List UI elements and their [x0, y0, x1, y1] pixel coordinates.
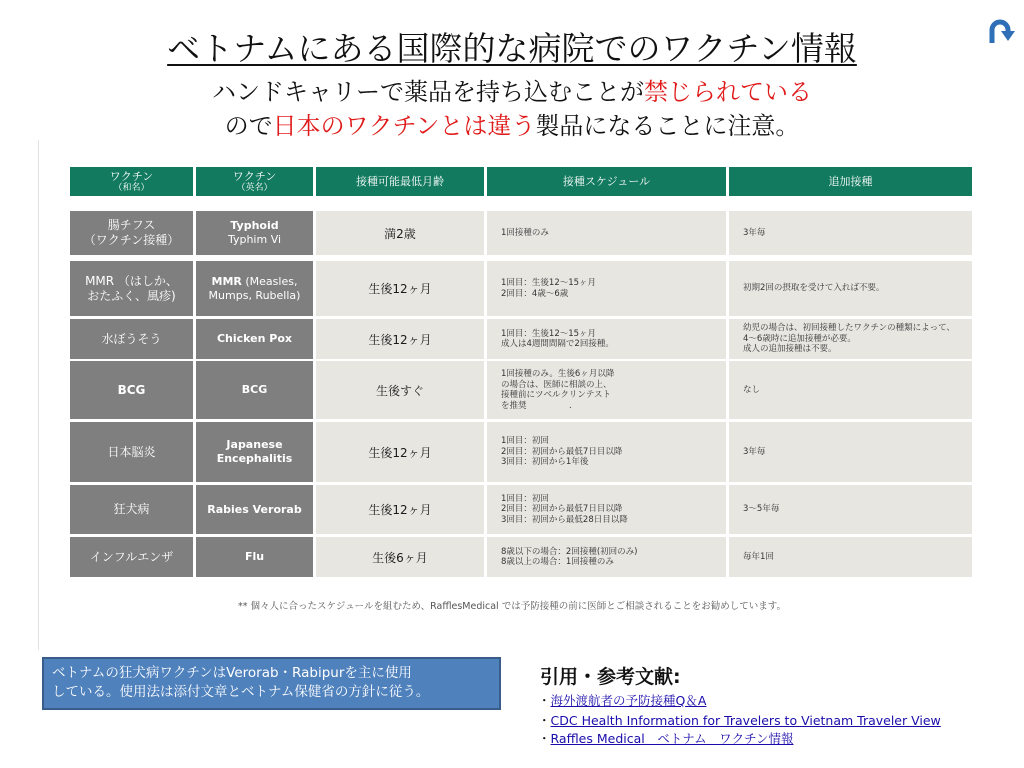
header-label: 接種スケジュール — [562, 174, 651, 188]
cell-schedule — [487, 422, 726, 482]
vaccine-name-en — [228, 219, 281, 247]
cell-name-en — [196, 261, 313, 316]
booster: 幼児の場合は、初回接種したワクチンの種類によって、 4〜6歳時に追加接種が必要。 成人の追加接種は不要。 — [743, 323, 955, 355]
subtitle-line-2: ので日本のワクチンとは違う製品になることに注意。 — [224, 112, 800, 140]
reference-item-2: ・CDC Health Information for Travelers to Vietnam Traveler View — [538, 713, 941, 728]
cell-booster — [729, 422, 972, 482]
vaccine-name-jp: インフルエンザ — [89, 549, 174, 564]
cell-booster — [729, 537, 972, 577]
vaccine-name-en-main: MMR — [211, 274, 242, 288]
booster: 初期2回の摂取を受けて入れば不要。 — [743, 283, 885, 294]
cell-schedule — [487, 485, 726, 534]
header-sublabel: （英名） — [236, 182, 273, 193]
cell-schedule — [487, 261, 726, 316]
min-age: 生後12ヶ月 — [368, 503, 432, 517]
vaccine-name-jp: BCG — [117, 382, 146, 397]
reference-item-3: ・Raffles Medical ベトナム ワクチン情報 — [538, 731, 794, 746]
cell-min-age — [316, 361, 484, 419]
cell-min-age — [316, 537, 484, 577]
cell-booster — [729, 319, 972, 359]
cell-name-jp — [70, 211, 193, 255]
vaccine-name-jp: 水ぼうそう — [101, 331, 162, 346]
cell-min-age — [316, 319, 484, 359]
vaccine-name-en — [209, 275, 301, 303]
cell-booster — [729, 485, 972, 534]
schedule: 1回目：初回 2回目：初回から最低7日目以降 3回目：初回から1年後 — [501, 436, 623, 468]
cell-min-age — [316, 422, 484, 482]
header-label: ワクチン — [109, 169, 154, 183]
schedule: 1回接種のみ。生後6ヶ月以降 の場合は、医師に相談の上、 接種前にツベルクリンテスト を推奨 . — [501, 369, 615, 411]
vaccine-name-en — [217, 332, 292, 346]
cell-min-age — [316, 261, 484, 316]
cell-schedule — [487, 211, 726, 255]
page-title: ベトナムにある国際的な病院でのワクチン情報 — [167, 29, 857, 68]
schedule: 1回接種のみ — [501, 227, 549, 238]
table-header-5 — [729, 167, 972, 196]
vaccine-name-en-main: Rabies Verorab — [207, 502, 302, 516]
table-header-3 — [316, 167, 484, 196]
schedule: 1回目：初回 2回目：初回から最低7日目以降 3回目：初回から最低28日目以降 — [501, 493, 628, 525]
min-age: 生後6ヶ月 — [372, 550, 428, 565]
cell-booster — [729, 211, 972, 255]
cell-name-jp — [70, 261, 193, 316]
cell-schedule — [487, 361, 726, 419]
cell-name-jp — [70, 422, 193, 482]
cell-name-en — [196, 361, 313, 419]
cell-schedule — [487, 319, 726, 359]
booster: 3年毎 — [743, 446, 766, 457]
reference-link-1[interactable]: 海外渡航者の予防接種Q＆A — [550, 693, 707, 708]
min-age: 生後すぐ — [375, 383, 424, 398]
cell-min-age — [316, 485, 484, 534]
cell-name-en — [196, 422, 313, 482]
vaccine-name-jp: 腸チフス （ワクチン接種） — [83, 218, 180, 247]
vaccine-name-en-main: BCG — [241, 383, 268, 396]
schedule: 1回目：生後12〜15ヶ月 成人は4週間間隔で2回接種。 — [501, 328, 614, 349]
footnote: ** 個々人に合ったスケジュールを組むため、RafflesMedical では予防接種の前に医師とご相談されることをお勧めしています。 — [238, 601, 786, 612]
vaccine-name-en-main: Japanese Encephalitis — [216, 438, 293, 465]
booster: 毎年1回 — [743, 551, 774, 562]
vaccine-name-en — [245, 550, 264, 564]
cell-name-en — [196, 537, 313, 577]
header-label: ワクチン — [232, 169, 277, 183]
reference-item-1: ・海外渡航者の予防接種Q＆A — [538, 693, 707, 708]
table-header-4 — [487, 167, 726, 196]
min-age: 満2歳 — [384, 226, 416, 241]
references-title: 引用・参考文献: — [540, 666, 681, 688]
cell-name-en — [196, 485, 313, 534]
vaccine-name-en-main: Flu — [244, 550, 265, 563]
cell-min-age — [316, 211, 484, 255]
min-age: 生後12ヶ月 — [368, 282, 432, 296]
cell-name-jp — [70, 319, 193, 359]
cell-name-en — [196, 211, 313, 255]
reference-link-3[interactable]: Raffles Medical ベトナム ワクチン情報 — [550, 731, 794, 746]
min-age: 生後12ヶ月 — [368, 445, 432, 460]
rabies-note-box: ベトナムの狂犬病ワクチンはVerorab・Rabipurを主に使用 している。使用法は添付文章とベトナム保健省の方針に従う。 — [42, 657, 501, 710]
vaccine-name-en-detail: (Measles, Mumps, Rubella) — [208, 274, 301, 302]
booster: 3〜5年毎 — [743, 504, 780, 515]
header-label: 追加接種 — [828, 174, 873, 188]
cell-name-jp — [70, 537, 193, 577]
cell-name-jp — [70, 485, 193, 534]
vaccine-name-en — [207, 503, 301, 517]
cell-schedule — [487, 537, 726, 577]
cell-booster — [729, 261, 972, 316]
subtitle-line-1: ハンドキャリーで薬品を持ち込むことが禁じられている — [212, 78, 812, 106]
booster: なし — [743, 384, 761, 395]
table-header-1 — [70, 167, 193, 196]
undo-arrow-icon[interactable] — [985, 16, 1015, 46]
schedule: 8歳以下の場合：2回接種(初回のみ) 8歳以上の場合：1回接種のみ — [501, 546, 638, 567]
min-age: 生後12ヶ月 — [368, 332, 432, 347]
schedule: 1回目：生後12〜15ヶ月 2回目：4歳〜6歳 — [501, 278, 597, 299]
cell-name-jp — [70, 361, 193, 419]
booster: 3年毎 — [743, 227, 766, 238]
vaccine-name-en — [217, 438, 293, 466]
vaccine-name-en — [242, 383, 268, 397]
vaccine-name-en-detail: Typhim Vi — [227, 233, 282, 246]
cell-booster — [729, 361, 972, 419]
left-divider — [38, 140, 39, 650]
vaccine-name-jp: 日本脳炎 — [107, 444, 156, 459]
cell-name-en — [196, 319, 313, 359]
header-label: 接種可能最低月齢 — [356, 174, 444, 188]
reference-link-2[interactable]: CDC Health Information for Travelers to Vietnam Traveler View — [550, 713, 941, 728]
vaccine-name-jp: 狂犬病 — [113, 502, 150, 516]
header-sublabel: （和名） — [113, 182, 150, 193]
table-header-2 — [196, 167, 313, 196]
vaccine-name-en-main: Typhoid — [230, 219, 279, 232]
vaccine-name-en-main: Chicken Pox — [216, 332, 293, 345]
vaccine-name-jp: MMR （はしか、 おたふく、風疹) — [85, 273, 178, 303]
